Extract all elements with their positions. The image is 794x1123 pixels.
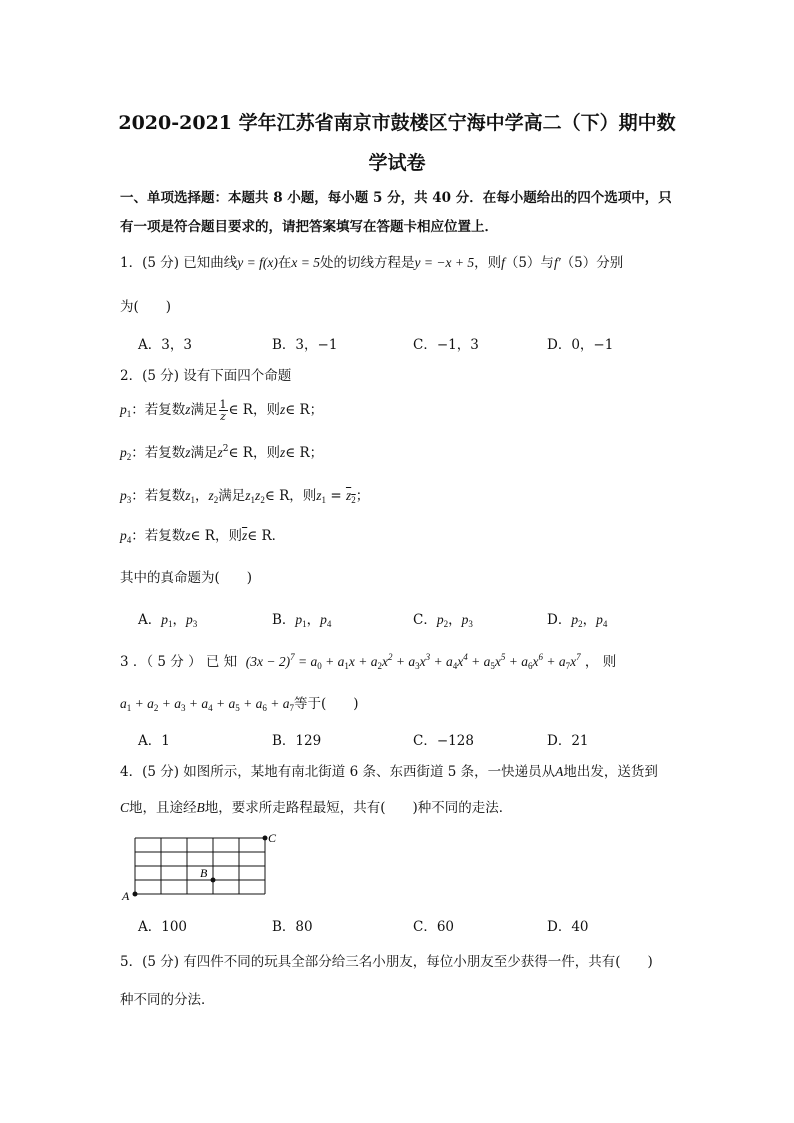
q2-option-b[interactable]: B．$p_1$，$p_4$ — [272, 612, 332, 629]
q3-equation: $(3x - 2)^7 = a_0 + a_1x + a_2x^2 + a_3x^3 + a_4x^4 + a_5x^5 + a_6x^6 + a_7x^7$ — [245, 652, 581, 671]
page-title-line2: 学试卷 — [368, 152, 426, 174]
q4-option-b[interactable]: B．80 — [272, 919, 313, 935]
q1-option-b[interactable]: B．3，−1 — [272, 337, 338, 353]
point-b-marker — [211, 878, 216, 883]
q3-option-d[interactable]: D．21 — [547, 733, 589, 749]
q3-option-a[interactable]: A．1 — [138, 733, 170, 749]
q4-option-a[interactable]: A．100 — [138, 919, 188, 935]
q4-stem-line1: 4．(5 分) 如图所示，某地有南北街道 6 条、东西街道 5 条，一快递员从A地出发，送货到 — [120, 764, 658, 780]
q1-text: （5）分别 — [560, 255, 624, 271]
q2-proposition-p4: $p_4$：若复数z∈ R，则$\overline{z}\in$ R． — [120, 528, 286, 545]
q1-option-d[interactable]: D．0，−1 — [547, 337, 614, 353]
section-heading-line2: 有一项是符合题目要求的，请把答案填写在答题卡相应位置上． — [120, 219, 498, 235]
label-c: C — [268, 831, 277, 845]
q1-option-c[interactable]: C．−1，3 — [413, 337, 479, 353]
q1-math: x = 5 — [291, 255, 320, 270]
q1-text: 1．(5 分) 已知曲线 — [120, 255, 238, 271]
q1-math: y = −x + 5 — [414, 255, 475, 270]
q1-stem-line2: 为( ) — [120, 299, 172, 315]
q2-option-d[interactable]: D．$p_2$，$p_4$ — [547, 612, 608, 629]
q1-text: 在 — [277, 255, 292, 271]
fraction-1-over-z: $\frac{1}{z}$ — [219, 398, 227, 423]
label-a: A — [122, 889, 130, 903]
q1-stem-line1 — [120, 251, 623, 271]
q3-stem-line1: 3 ．（ 5 分 ） 已 知 $(3x - 2)^7 = a_0 + a_1x + a_2x^2 + a_3x^3 + a_4x^4 + a_5x^5 + a_6x^6 + a_7x^7$ ， 则 — [120, 652, 617, 671]
q3-stem-line2: $a_1 + a_2 + a_3 + a_4 + a_5 + a_6 + a_7$等于( ) — [120, 696, 359, 713]
street-grid-figure — [120, 828, 290, 904]
page-title-line1: 2020-2021 学年江苏省南京市鼓楼区宁海中学高二（下）期中数 — [118, 112, 676, 134]
q1-text: ，则 — [474, 255, 502, 271]
q3-option-b[interactable]: B．129 — [272, 733, 322, 749]
q2-option-a[interactable]: A．$p_1$，$p_3$ — [138, 612, 198, 629]
q1-text: 处的切线方程是 — [320, 255, 415, 271]
point-a-marker — [133, 892, 138, 897]
q2-option-c[interactable]: C．$p_2$，$p_3$ — [413, 612, 473, 629]
q1-text: （5）与 — [504, 255, 554, 271]
q5-stem-line1: 5．(5 分) 有四件不同的玩具全部分给三名小朋友，每位小朋友至少获得一件，共有( ) — [120, 954, 653, 970]
q2-proposition-p3: $p_3$：若复数$z_1$，$z_2$满足$z_1z_2\in$ R，则$z_1 = z_2$； — [120, 488, 370, 505]
q3-option-c[interactable]: C．−128 — [413, 733, 474, 749]
point-c-marker — [263, 836, 268, 841]
section-heading-line1: 一、单项选择题：本题共 8 小题，每小题 5 分，共 40 分．在每小题给出的四个选项中，只 — [120, 190, 672, 206]
q4-stem-line2: C地，且途经B地，要求所走路程最短，共有( )种不同的走法． — [120, 800, 513, 816]
q4-option-d[interactable]: D．40 — [547, 919, 589, 935]
q1-option-a[interactable]: A．3，3 — [138, 337, 192, 353]
q4-option-c[interactable]: C．60 — [413, 919, 455, 935]
q1-math: f — [501, 255, 505, 270]
q5-stem-line2: 种不同的分法． — [120, 992, 215, 1008]
label-b: B — [200, 866, 208, 880]
q2-stem: 2．(5 分) 设有下面四个命题 — [120, 368, 292, 384]
q1-math: y = f(x) — [237, 255, 278, 270]
q2-proposition-p1: $p_1$：若复数z满足 $\frac{1}{z}$ ∈ R，则z∈ R； — [120, 398, 324, 423]
q2-proposition-p2: $p_2$：若复数z满足$z^2\in$ R，则z∈ R； — [120, 444, 324, 462]
q2-question: 其中的真命题为( ) — [120, 570, 253, 586]
q1-math: f′ — [553, 255, 561, 270]
